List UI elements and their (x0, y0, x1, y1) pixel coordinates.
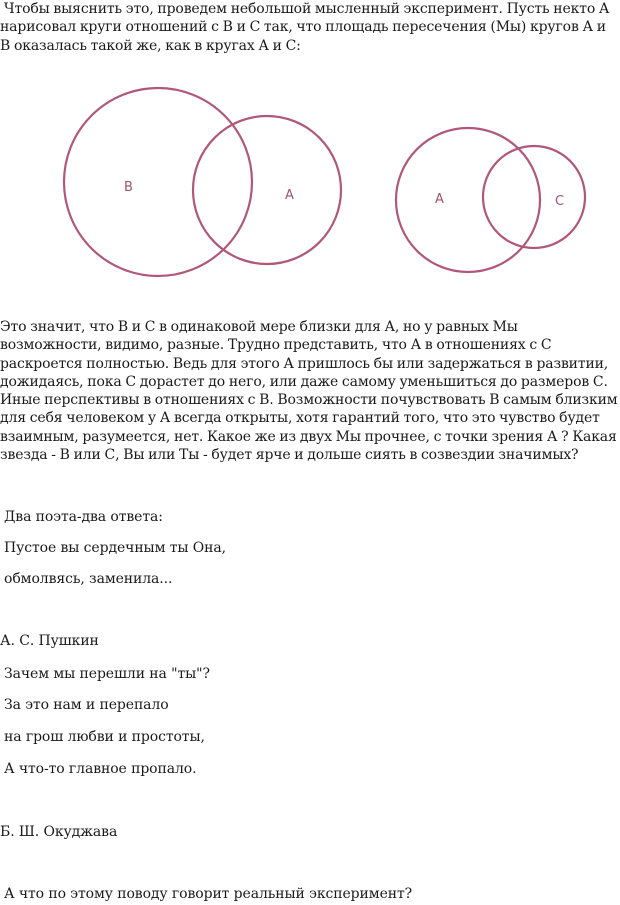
poem1-author: А. С. Пушкин (0, 633, 99, 649)
circle-c-label: C (555, 194, 565, 209)
poem2-author: Б. Ш. Окуджава (0, 824, 118, 840)
poem2-line-2: За это нам и перепало (4, 697, 169, 713)
circle-a-right-label: A (435, 192, 444, 207)
poem2-line-1: Зачем мы перешли на "ты"? (4, 666, 210, 682)
circle-b-label: B (124, 180, 133, 195)
poems-heading: Два поэта-два ответа: (4, 509, 163, 525)
poem1-line-1: Пустое вы сердечным ты Она, (4, 540, 226, 556)
closing-question: А что по этому поводу говорит реальный эксперимент? (4, 886, 413, 902)
circle-a-label: A (285, 188, 294, 203)
intro-paragraph: Чтобы выяснить это, проведем небольшой мысленный эксперимент. Пусть некто А нарисовал круги отношений с В и С так, что площадь пересечения (Мы) кругов А и В оказалась такой же, как в кругах А и С: (0, 1, 610, 54)
poem1-line-2: обмолвясь, заменила... (4, 571, 173, 587)
relationship-circles-diagram (0, 70, 620, 300)
circle-a-medium (193, 116, 341, 264)
left-diagram (64, 88, 341, 276)
right-diagram (396, 128, 585, 272)
body-paragraph: Это значит, что В и С в одинаковой мере близки для А, но у равных Мы возможности, видимо, разные. Трудно представить, что А в отношениях с С раскроется полностью. Ведь для этого А пришлось бы или задержаться в развитии, дожидаясь, пока С дорастет до него, или даже самому уменьшиться до размеров С. Иные перспективы в отношениях с В. Возможности почувствовать В самым близким для себя человеком у А всегда открыты, хотя гарантий того, что это чувство будет взаимным, разумеется, нет. Какое же из двух Мы прочнее, с точки зрения А ? Какая звезда - В или С, Вы или Ты - будет ярче и дольше сиять в созвездии значимых? (0, 319, 618, 464)
poem2-line-4: А что-то главное пропало. (4, 761, 197, 777)
poem2-line-3: на грош любви и простоты, (4, 729, 205, 745)
circle-c-small (483, 146, 585, 248)
circle-b-large (64, 88, 252, 276)
